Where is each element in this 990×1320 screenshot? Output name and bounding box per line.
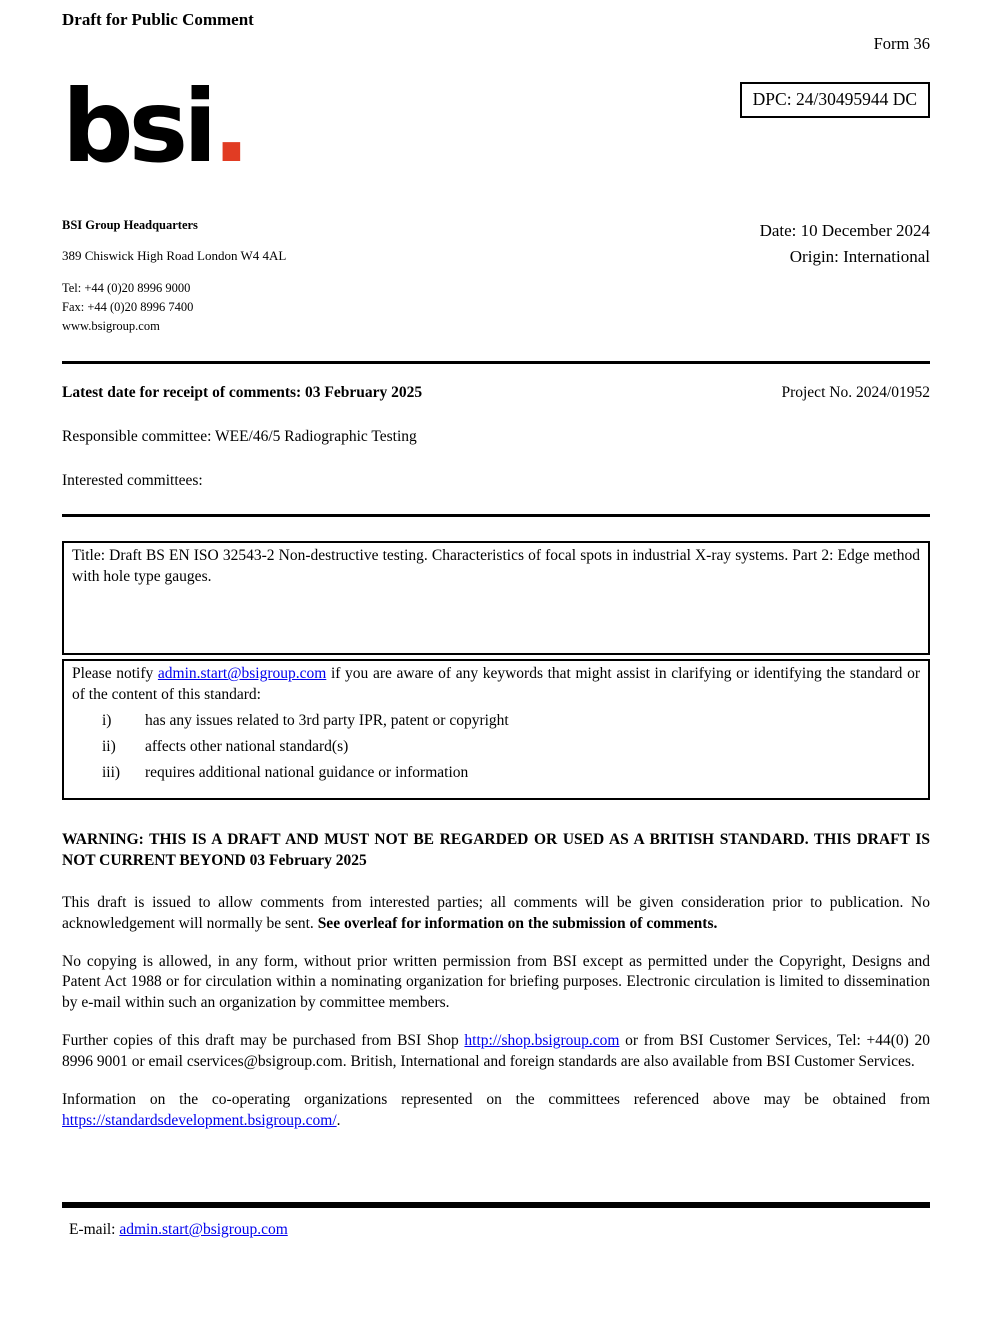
footer-email-link[interactable]: admin.start@bsigroup.com [119,1221,288,1238]
keywords-notify-paragraph [72,664,920,706]
date-line: Date: 10 December 2024 [759,221,930,240]
website-line: www.bsigroup.com [62,318,160,333]
keyword-criterion-1-number: i) [102,712,112,730]
cooperating-suffix-text: . [336,1112,341,1130]
keyword-criterion-2-number: ii) [102,738,116,756]
dpc-number-box: DPC: 24/30495944 DC [740,82,930,118]
keyword-criterion-1-text: has any issues related to 3rd party IPR, patent or copyright [145,712,509,730]
keyword-criterion-2 [72,737,920,758]
bsi-logo-text: bsi [62,68,213,185]
standards-development-link[interactable]: https://standardsdevelopment.bsigroup.com/ [62,1112,337,1130]
comments-paragraph-text: This draft is issued to allow comments from interested parties; all comments will be given consideration prior to publication. No acknowledgement will normally be sent. [62,893,930,932]
purchase-paragraph [62,1031,930,1073]
keyword-criterion-3 [72,763,920,784]
standard-title-text: Title: Draft BS EN ISO 32543-2 Non-destructive testing. Characteristics of focal spots in industrial X-ray systems. Part 2: Edge method with hole type gauges. [72,547,920,586]
draft-for-public-comment-label: Draft for Public Comment [62,10,254,29]
address-line: 389 Chiswick High Road London W4 4AL [62,248,287,263]
meta-block [760,218,930,335]
comments-deadline-row [62,384,930,402]
cooperating-orgs-paragraph [62,1090,930,1132]
tel-line: Tel: +44 (0)20 8996 9000 [62,281,191,295]
hq-label: BSI Group Headquarters [62,218,198,232]
comments-paragraph [62,893,930,935]
origin-line: Origin: International [789,246,930,266]
copyright-paragraph: No copying is allowed, in any form, without prior written permission from BSI except as permitted under the Copyright, Designs and Patent Act 1988 or for circulation within a nominating organization for briefing purposes. Electronic circulation is limited to dissemination by e-mail within such an organization by committee members. [62,952,930,1012]
email-label: E-mail: [69,1221,120,1238]
keywords-box [62,659,930,800]
bsi-logo-dot: . [212,68,251,185]
purchase-suffix-text: or from BSI Customer Services, Tel: +44(0) 20 8996 9001 or email cservices@bsigroup.com. British, International and foreign standards are also available from BSI Customer Services. [62,1032,931,1071]
divider-top [62,361,930,364]
see-overleaf-bold-text: See overleaf for information on the submission of comments. [317,914,718,932]
keyword-criterion-3-number: iii) [102,763,121,781]
purchase-prefix-text: Further copies of this draft may be purchased from BSI Shop [62,1032,465,1050]
cooperating-prefix-text: Information on the co-operating organizations represented on the committees referenced above may be obtained from [62,1091,930,1109]
keyword-criterion-1 [72,711,920,732]
bsi-shop-link[interactable]: http://shop.bsigroup.com [464,1032,620,1050]
keyword-criterion-2-text: affects other national standard(s) [145,738,349,756]
footer-email-line [62,1221,930,1239]
notify-prefix-text: Please notify [72,665,158,683]
header-row [62,68,930,185]
form-number: Form 36 [873,34,930,53]
draft-warning-text: WARNING: THIS IS A DRAFT AND MUST NOT BE REGARDED OR USED AS A BRITISH STANDARD. THIS DRAFT IS NOT CURRENT BEYOND 03 February 2025 [62,830,930,869]
keyword-criterion-3-text: requires additional national guidance or information [145,763,469,781]
divider-middle [62,514,930,517]
notify-suffix-text: if you are aware of any keywords that might assist in clarifying or identifying the standard or of the content of this standard: [72,665,920,704]
contact-meta-row [62,218,930,335]
interested-committees-label: Interested committees: [62,472,203,490]
project-number: Project No. 2024/01952 [781,384,930,402]
bsi-logo [62,68,251,185]
divider-bottom [62,1202,930,1208]
latest-date-label: Latest date for receipt of comments: 03 February 2025 [62,384,423,402]
title-box [62,541,930,655]
fax-line: Fax: +44 (0)20 8996 7400 [62,299,194,314]
responsible-committee-line: Responsible committee: WEE/46/5 Radiographic Testing [62,428,417,446]
notify-email-link[interactable]: admin.start@bsigroup.com [157,665,327,683]
contact-block [62,218,286,335]
